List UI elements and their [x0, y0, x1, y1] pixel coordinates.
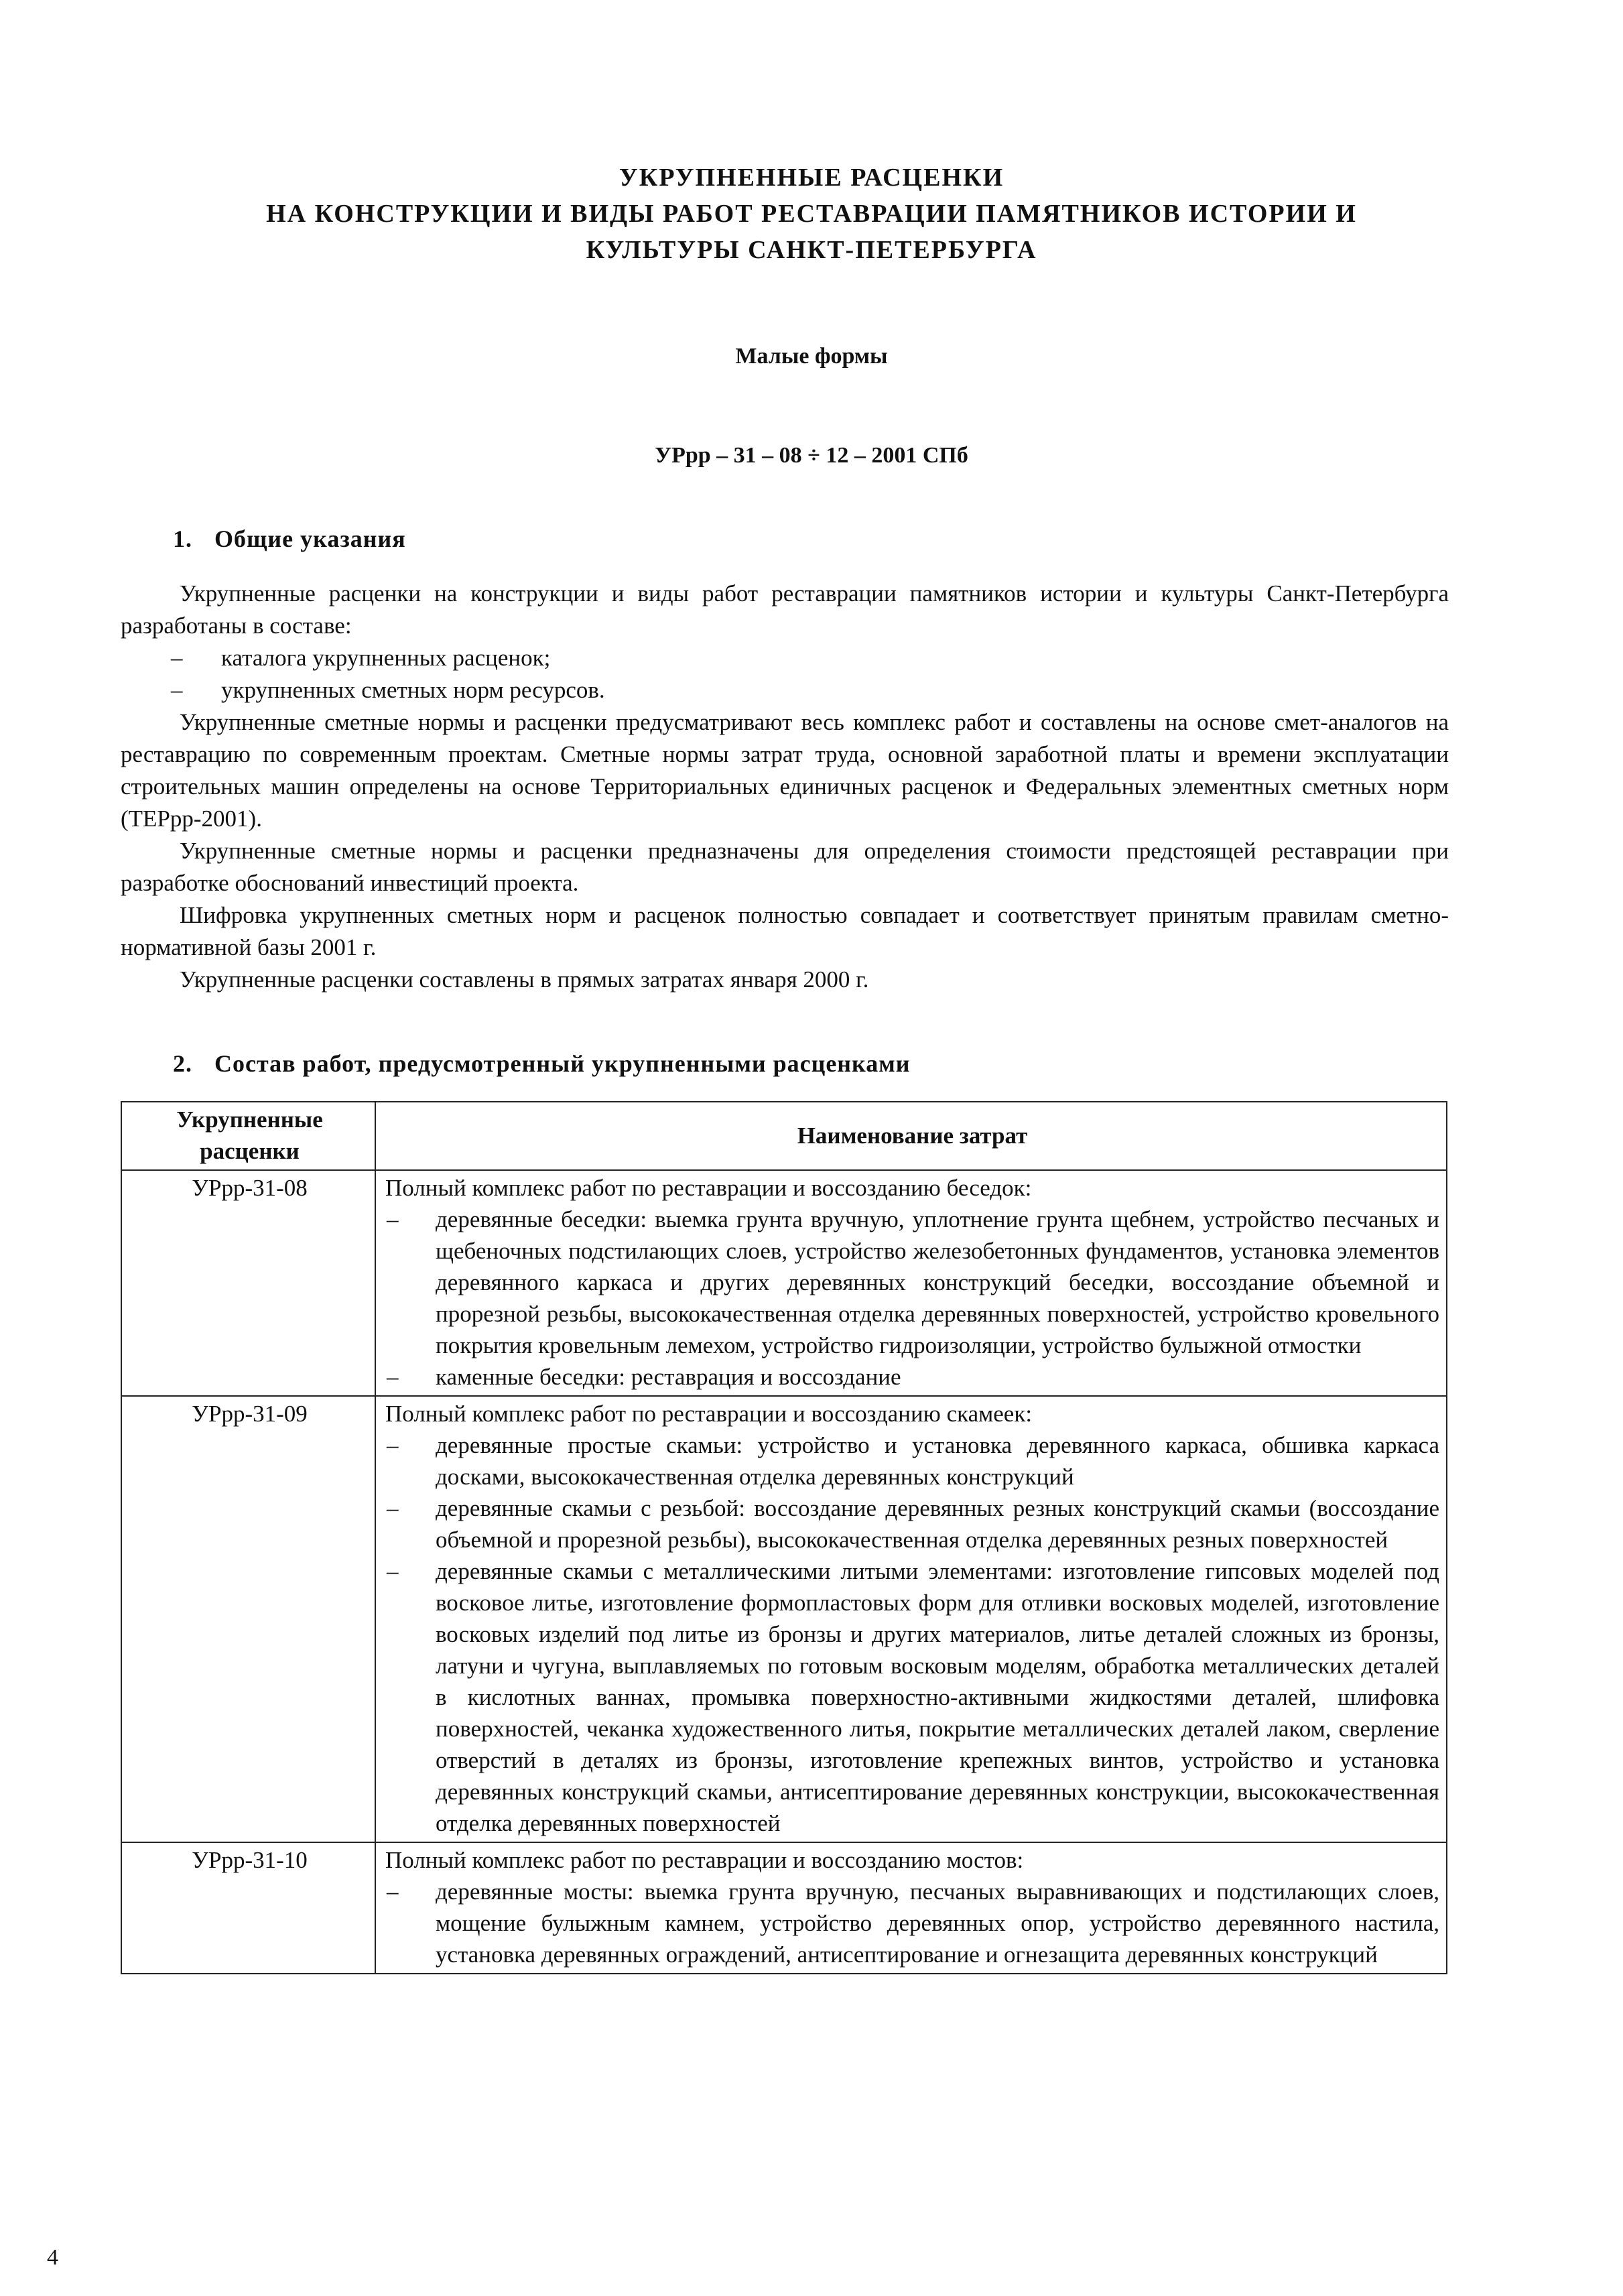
header-name: Наименование затрат — [375, 1102, 1447, 1170]
dash-marker: – — [387, 1206, 399, 1232]
header-code: Укрупненные расценки — [121, 1102, 375, 1170]
row-description — [375, 1170, 1447, 1396]
bullet-text: укрупненных сметных норм ресурсов. — [221, 677, 605, 703]
paragraph: Укрупненные сметные нормы и расценки предусматривают весь комплекс работ и составлены на основе смет-аналогов на реставрацию по современным проектам. Сметные нормы затрат труда, основной заработной платы и времени эксплуатации строительных машин определены на основе Территориальных единичных расценок и Федеральных элементных сметных норм (ТЕРрр-2001). — [121, 709, 1449, 832]
document-code: УРрр – 31 – 08 ÷ 12 – 2001 СПб — [655, 443, 968, 468]
row-description — [375, 1396, 1447, 1842]
table-row — [121, 1842, 1447, 1974]
section-heading-text: Общие указания — [214, 525, 406, 552]
table-row — [121, 1396, 1447, 1842]
bullet-item — [121, 642, 1449, 674]
dash-marker: – — [387, 1558, 399, 1584]
list-item-text: каменные беседки: реставрация и воссоздание — [436, 1364, 901, 1390]
paragraph: Укрупненные расценки составлены в прямых затратах января 2000 г. — [180, 966, 869, 993]
row-code: УРрр-31-09 — [121, 1396, 375, 1842]
dash-marker: – — [387, 1432, 399, 1458]
row-items — [385, 1876, 1439, 1970]
bullet-text: каталога укрупненных расценок; — [221, 645, 551, 671]
list-item — [385, 1361, 1439, 1393]
document-subtitle: Малые формы — [735, 344, 888, 369]
dash-marker: – — [387, 1878, 399, 1905]
list-item-text: деревянные скамьи с металлическими литыми элементами: изготовление гипсовых моделей под восковое литье, изготовление формопластовых форм для отливки восковых моделей, изготовление восковых изделий под литье из бронзы и других материалов, литье деталей сложных из бронзы, латуни и чугуна, выплавляемых по готовым восковым моделям, обработка металлических деталей в кислотных ваннах, промывка поверхностно-активными жидкостями деталей, шлифовка поверхностей, чеканка художественного литья, покрытие металлических деталей лаком, сверление отверстий в деталях из бронзы, изготовление крепежных винтов, устройство и установка деревянных конструкций скамьи, антисептирование деревянных конструкции, высококачественная отделка деревянных поверхностей — [436, 1558, 1439, 1836]
list-item-text: деревянные простые скамьи: устройство и установка деревянного каркаса, обшивка каркаса досками, высококачественная отделка деревянных конструкций — [436, 1432, 1439, 1490]
section-number: 1. — [173, 525, 192, 552]
section-1-body — [121, 578, 1449, 996]
row-items — [385, 1204, 1439, 1393]
bullet-item — [121, 674, 1449, 706]
dash-marker: – — [171, 677, 183, 703]
list-item — [385, 1555, 1439, 1839]
document-title — [0, 160, 1623, 268]
dash-marker: – — [171, 645, 183, 671]
section-heading-text: Состав работ, предусмотренный укрупненными расценками — [214, 1050, 911, 1077]
row-intro: Полный комплекс работ по реставрации и воссозданию беседок: — [385, 1175, 1032, 1201]
title-line: УКРУПНЕННЫЕ РАСЦЕНКИ — [619, 164, 1004, 192]
list-item — [385, 1204, 1439, 1361]
section-number: 2. — [173, 1050, 192, 1077]
page-number: 4 — [47, 2245, 58, 2270]
row-code: УРрр-31-08 — [121, 1170, 375, 1396]
row-description — [375, 1842, 1447, 1974]
row-intro: Полный комплекс работ по реставрации и воссозданию мостов: — [385, 1847, 1024, 1873]
paragraph: Укрупненные расценки на конструкции и виды работ реставрации памятников истории и культуры Санкт-Петербурга разработаны в составе: — [121, 580, 1449, 639]
list-item-text: деревянные мосты: выемка грунта вручную, песчаных выравнивающих и подстилающих слоев, мощение булыжным камнем, устройство деревянных опор, устройство деревянного настила, установка деревянных ограждений, антисептирование и огнезащита деревянных конструкций — [436, 1878, 1439, 1968]
row-items — [385, 1429, 1439, 1839]
dash-marker: – — [387, 1364, 399, 1390]
row-code: УРрр-31-10 — [121, 1842, 375, 1974]
works-table — [121, 1101, 1447, 1974]
list-item — [385, 1492, 1439, 1555]
title-line: КУЛЬТУРЫ САНКТ-ПЕТЕРБУРГА — [586, 236, 1037, 264]
paragraph: Шифровка укрупненных сметных норм и расценок полностью совпадает и соответствует принятым правилам сметно-нормативной базы 2001 г. — [121, 902, 1449, 960]
dash-marker: – — [387, 1495, 399, 1521]
section-1-heading — [173, 525, 406, 553]
paragraph: Укрупненные сметные нормы и расценки предназначены для определения стоимости предстоящей реставрации при разработке обоснований инвестиций проекта. — [121, 838, 1449, 896]
section-2-heading — [173, 1049, 911, 1078]
list-item-text: деревянные беседки: выемка грунта вручную, уплотнение грунта щебнем, устройство песчаных и щебеночных подстилающих слоев, устройство железобетонных фундаментов, установка элементов деревянного каркаса и других деревянных конструкций беседки, воссоздание объемной и прорезной резьбы, высококачественная отделка деревянных поверхностей, устройство кровельного покрытия кровельным лемехом, устройство гидроизоляции, устройство булыжной отмостки — [436, 1206, 1439, 1358]
list-item-text: деревянные скамьи с резьбой: воссоздание деревянных резных конструкций скамьи (воссоздание объемной и прорезной резьбы), высококачественная отделка деревянных резных поверхностей — [436, 1495, 1439, 1553]
list-item — [385, 1429, 1439, 1492]
row-intro: Полный комплекс работ по реставрации и воссозданию скамеек: — [385, 1401, 1033, 1427]
table-header-row — [121, 1102, 1447, 1170]
table-row — [121, 1170, 1447, 1396]
title-line: НА КОНСТРУКЦИИ И ВИДЫ РАБОТ РЕСТАВРАЦИИ ПАМЯТНИКОВ ИСТОРИИ И — [266, 200, 1357, 228]
list-item — [385, 1876, 1439, 1970]
